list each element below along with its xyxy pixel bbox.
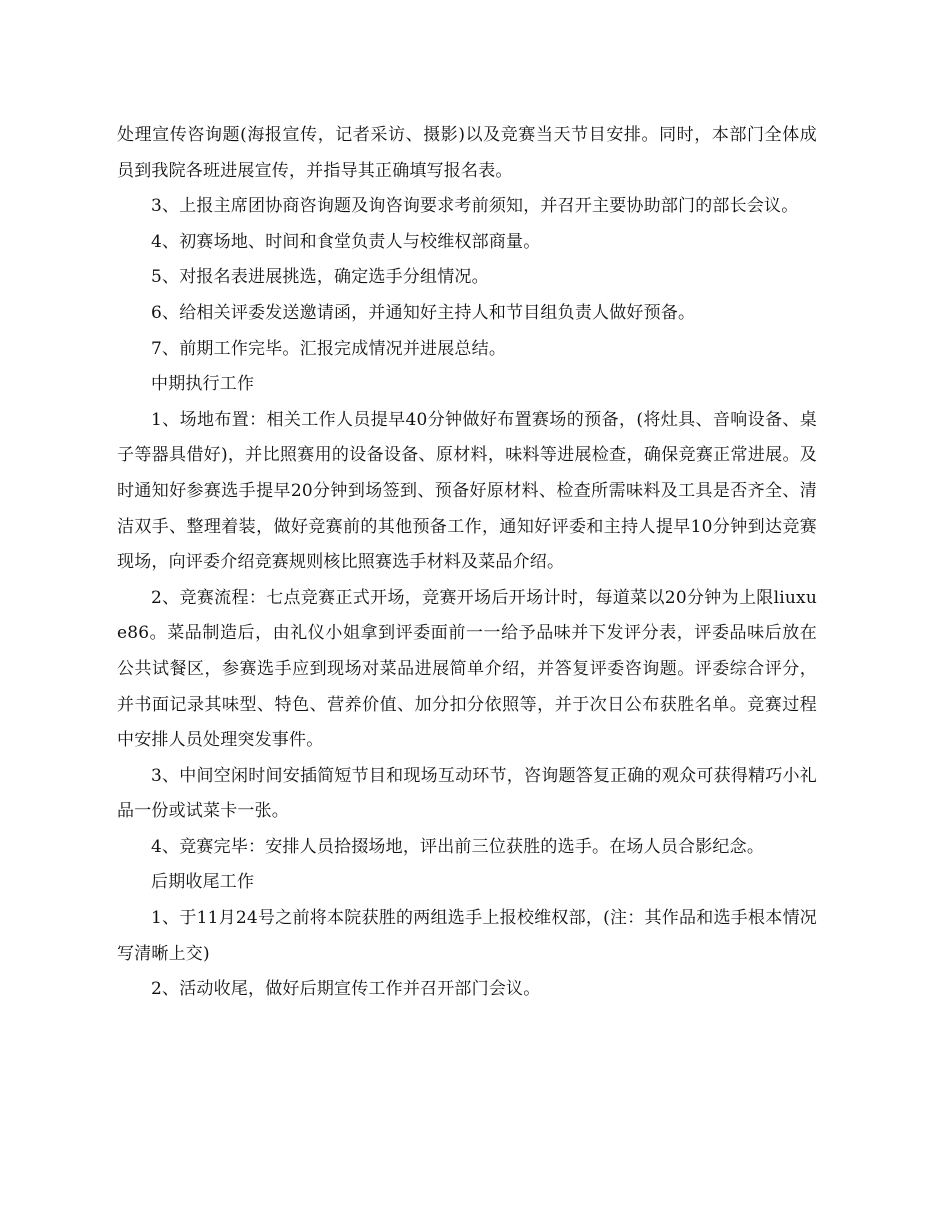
paragraph-interlude: 3、中间空闲时间安插简短节目和现场互动环节，咨询题答复正确的观众可获得精巧小礼品一份或试菜卡一张。 xyxy=(117,765,817,822)
paragraph-step-6: 6、给相关评委发送邀请函，并通知好主持人和节目组负责人做好预备。 xyxy=(151,302,696,323)
paragraph-competition-flow: 2、竞赛流程：七点竞赛正式开场，竞赛开场后开场计时，每道菜以20分钟为上限liuxue86。菜品制造后，由礼仪小姐拿到评委面前一一给予品味并下发评分表，评委品味后放在公共试餐区，参赛选手应到现场对菜品进展简单介绍，并答复评委咨询题。评委综合评分，并书面记录其味型、特色、营养价值、加分扣分依照等，并于次日公布获胜名单。竞赛过程中安排人员处理突发事件。 xyxy=(117,587,817,751)
paragraph-report-winners: 1、于11月24号之前将本院获胜的两组选手上报校维权部，(注：其作品和选手根本情况写清晰上交) xyxy=(117,908,817,964)
paragraph-step-5: 5、对报名表进展挑选，确定选手分组情况。 xyxy=(151,267,489,288)
paragraph-step-4: 4、初赛场地、时间和食堂负责人与校维权部商量。 xyxy=(151,231,541,252)
paragraph-step-3: 3、上报主席团协商咨询题及询咨询要求考前须知，并召开主要协助部门的部长会议。 xyxy=(151,196,799,217)
paragraph-step-7: 7、前期工作完毕。汇报完成情况并进展总结。 xyxy=(151,338,507,359)
document-body xyxy=(117,118,817,1008)
paragraph-competition-end: 4、竞赛完毕：安排人员拾掇场地，评出前三位获胜的选手。在场人员合影纪念。 xyxy=(151,836,765,857)
section-heading-midterm: 中期执行工作 xyxy=(151,374,255,395)
section-heading-wrapup: 后期收尾工作 xyxy=(151,872,255,893)
paragraph-intro: 处理宣传咨询题(海报宣传，记者采访、摄影)以及竞赛当天节目安排。同时，本部门全体成员到我院各班进展宣传，并指导其正确填写报名表。 xyxy=(117,125,817,181)
paragraph-venue-setup: 1、场地布置：相关工作人员提早40分钟做好布置赛场的预备，(将灶具、音响设备、桌子等器具借好)，并比照赛用的设备设备、原材料，味料等进展检查，确保竞赛正常进展。及时通知好参赛选手提早20分钟到场签到、预备好原材料、检查所需味料及工具是否齐全、清洁双手、整理着装，做好竞赛前的其他预备工作，通知好评委和主持人提早10分钟到达竞赛现场，向评委介绍竞赛规则核比照赛选手材料及菜品介绍。 xyxy=(117,409,817,573)
paragraph-activity-close: 2、活动收尾，做好后期宣传工作并召开部门会议。 xyxy=(151,979,541,1000)
